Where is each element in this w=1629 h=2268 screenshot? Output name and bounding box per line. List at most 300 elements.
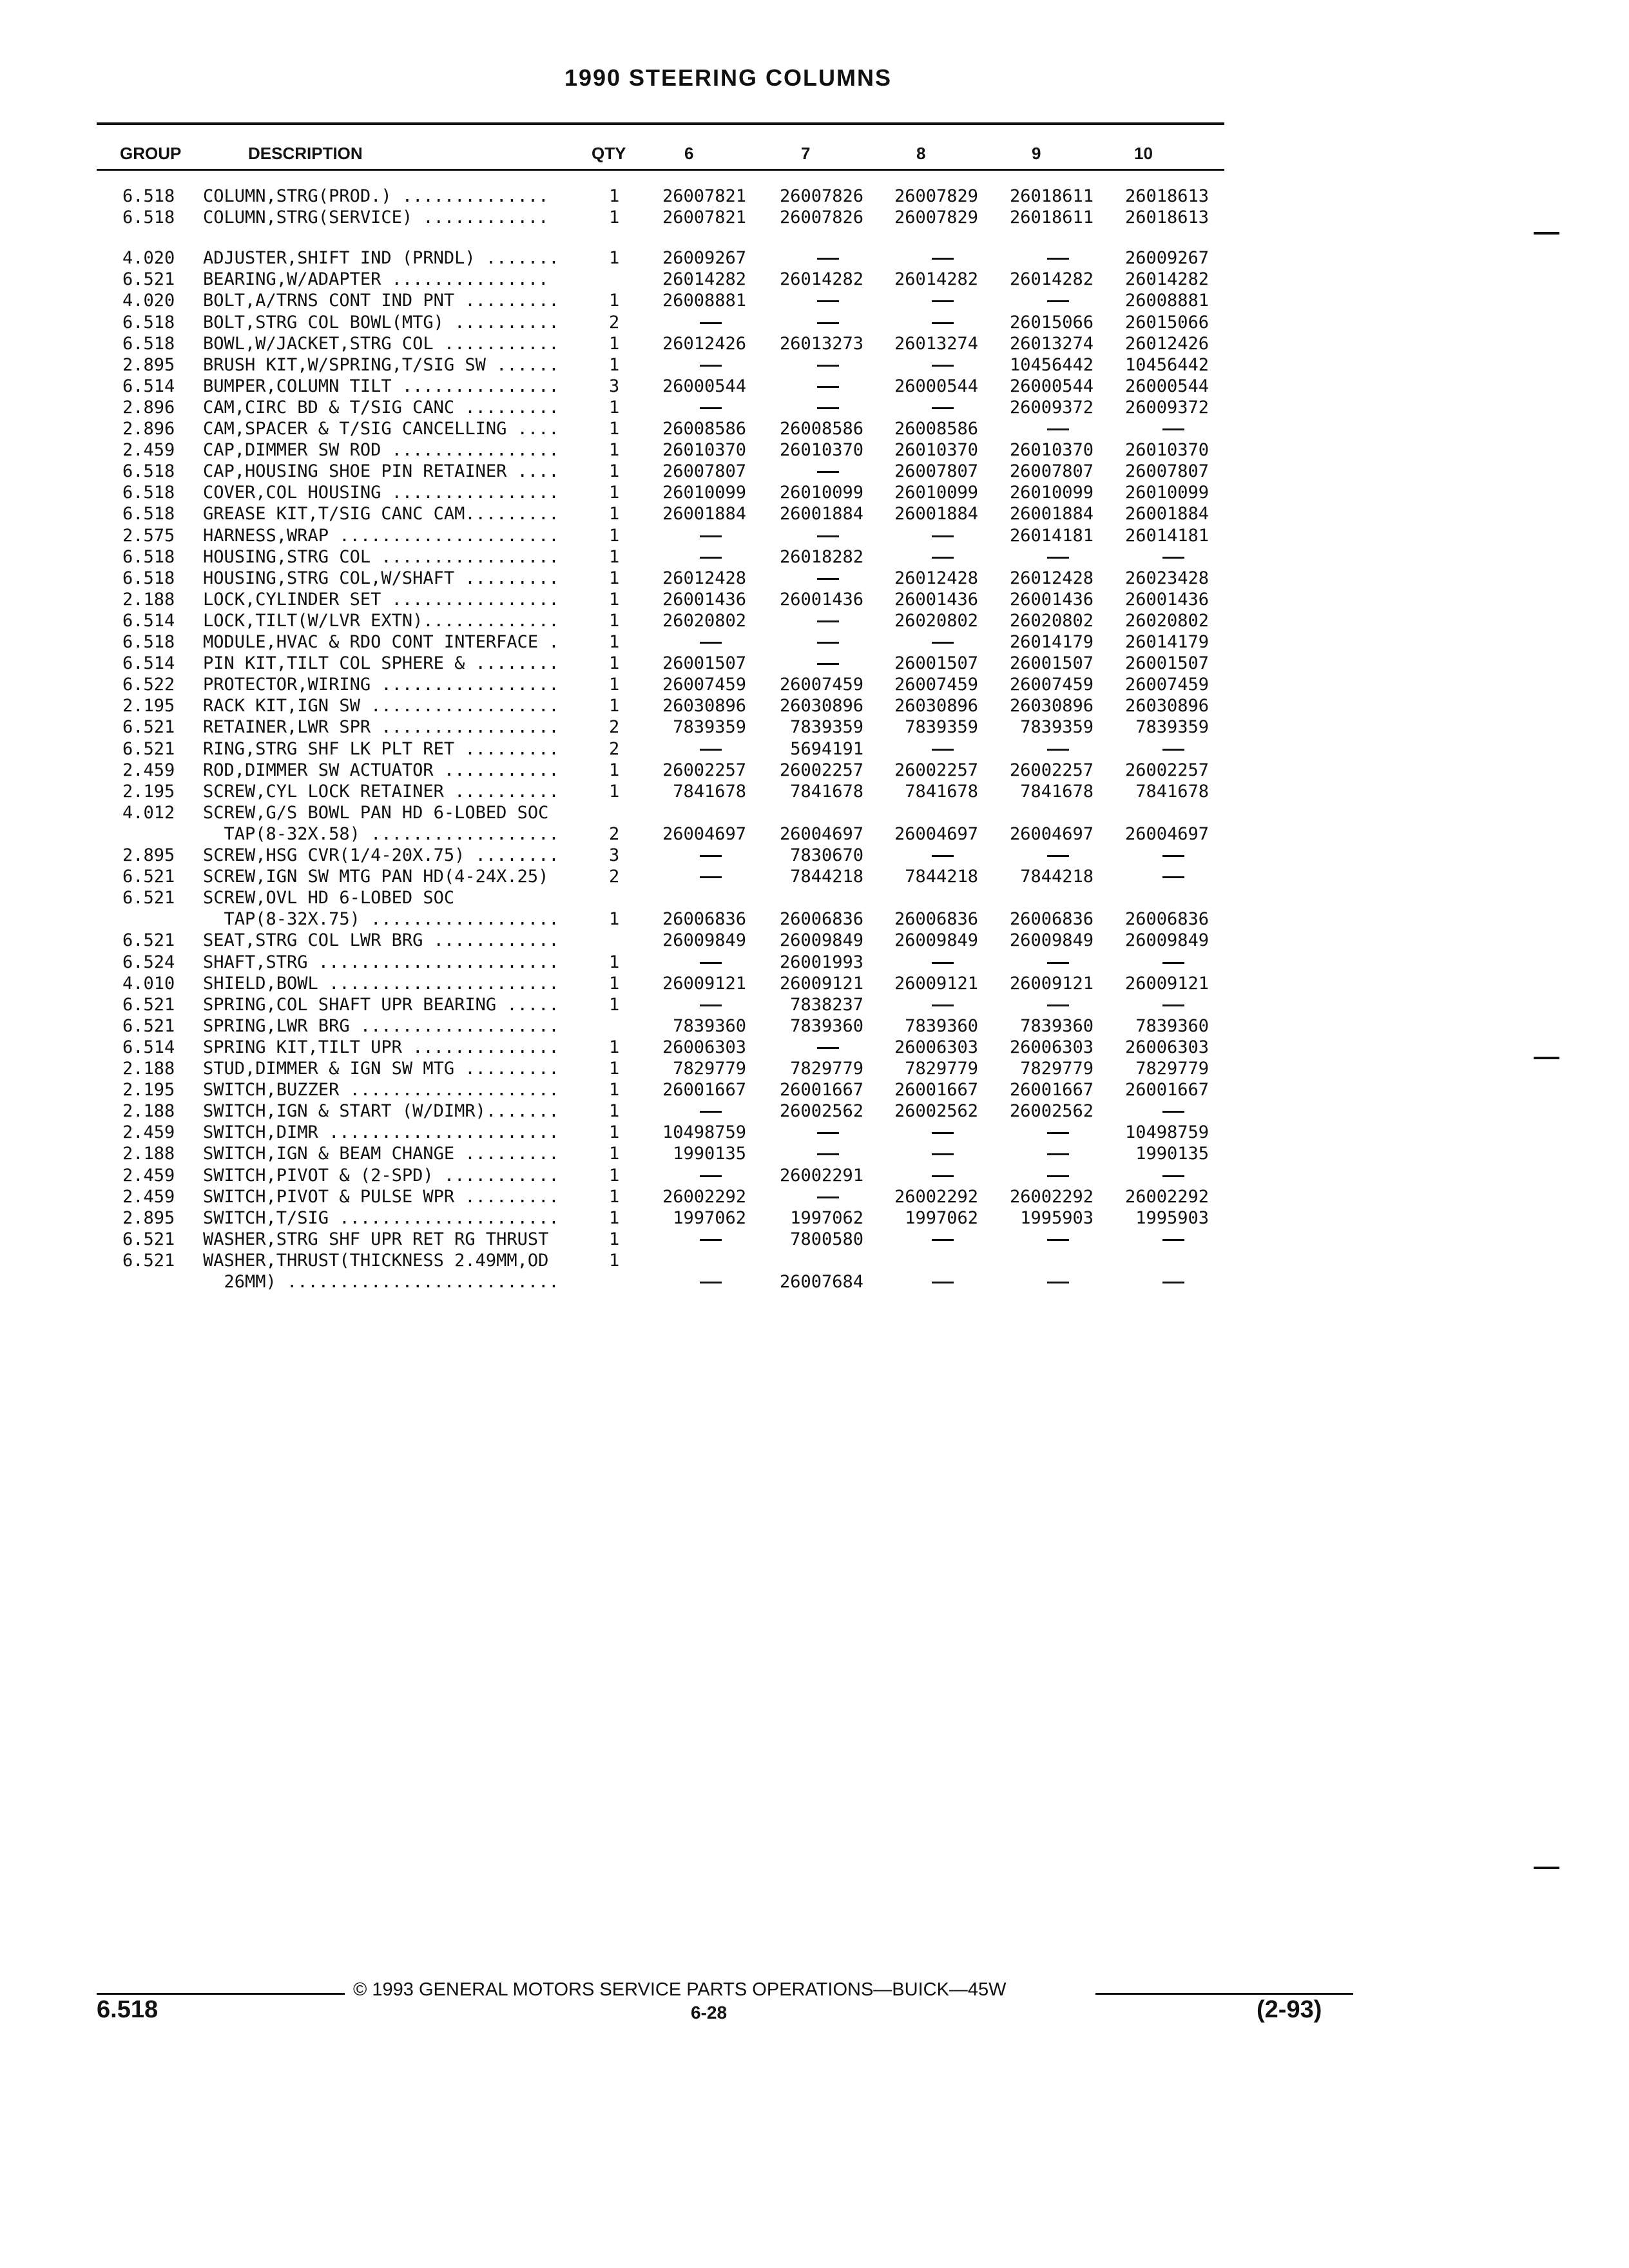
part-description: SWITCH,IGN & BEAM CHANGE ......... xyxy=(203,1144,559,1164)
table-row xyxy=(0,1207,1629,1229)
part-qty: 1 xyxy=(609,1165,620,1186)
not-applicable-dash xyxy=(1162,1111,1184,1113)
table-row xyxy=(0,653,1629,674)
part-number-col-9: 26014181 xyxy=(1009,525,1094,546)
group-code: 2.896 xyxy=(122,397,175,418)
part-number-col-8: 26013274 xyxy=(894,333,978,354)
group-code: 6.521 xyxy=(122,1250,175,1271)
part-number-col-8 xyxy=(862,312,978,333)
part-number-col-8 xyxy=(862,845,978,866)
part-number-col-9: 26009121 xyxy=(1009,973,1094,994)
part-number-col-8: 26001884 xyxy=(894,504,978,524)
part-number-col-6: 26009267 xyxy=(662,248,746,269)
part-number-col-10 xyxy=(1093,1100,1209,1122)
table-row xyxy=(0,1079,1629,1100)
part-number-col-9: 26018611 xyxy=(1009,207,1094,228)
group-code: 4.010 xyxy=(122,973,175,994)
part-number-col-7: 26001667 xyxy=(779,1080,863,1100)
part-number-col-10: 26006303 xyxy=(1124,1037,1209,1057)
not-applicable-dash xyxy=(700,1111,722,1113)
part-description: RETAINER,LWR SPR ................. xyxy=(203,717,559,738)
table-row xyxy=(0,525,1629,546)
part-number-col-10: 26023428 xyxy=(1124,568,1209,588)
group-code: 6.518 xyxy=(122,186,175,206)
part-number-col-7: 26009849 xyxy=(779,930,863,951)
header-col-10: 10 xyxy=(1134,144,1153,163)
part-number-col-6 xyxy=(630,546,746,568)
not-applicable-dash xyxy=(817,407,839,409)
not-applicable-dash xyxy=(1047,1132,1069,1134)
group-code: 6.514 xyxy=(122,1037,175,1057)
part-number-col-8: 26010099 xyxy=(894,483,978,503)
part-number-col-8: 26006836 xyxy=(894,909,978,930)
not-applicable-dash xyxy=(932,1175,954,1177)
table-row xyxy=(0,823,1629,845)
part-number-col-10: 26001884 xyxy=(1124,504,1209,524)
part-qty: 1 xyxy=(609,504,620,524)
not-applicable-dash xyxy=(817,322,839,324)
part-qty: 1 xyxy=(609,1101,620,1122)
part-number-col-9: 7839360 xyxy=(1020,1015,1094,1036)
part-number-col-10: 7839359 xyxy=(1135,717,1209,738)
part-number-col-7 xyxy=(747,1122,863,1143)
not-applicable-dash xyxy=(700,642,722,644)
part-qty: 2 xyxy=(609,312,620,332)
part-number-col-10: 26009849 xyxy=(1124,930,1209,951)
part-number-col-6: 7841678 xyxy=(673,781,746,802)
part-number-col-7: 7830670 xyxy=(790,845,863,865)
part-number-col-6: 26010099 xyxy=(662,483,746,503)
part-qty: 1 xyxy=(609,483,620,503)
group-code: 6.521 xyxy=(122,738,175,759)
part-number-col-9: 26010370 xyxy=(1009,440,1094,461)
not-applicable-dash xyxy=(700,876,722,878)
part-number-col-8: 26007829 xyxy=(894,186,978,206)
part-number-col-8 xyxy=(862,994,978,1015)
table-row xyxy=(0,781,1629,802)
not-applicable-dash xyxy=(1162,749,1184,751)
not-applicable-dash xyxy=(1047,749,1069,751)
group-code: 6.518 xyxy=(122,333,175,354)
part-number-col-10: 26004697 xyxy=(1124,823,1209,844)
not-applicable-dash xyxy=(700,1282,722,1283)
not-applicable-dash xyxy=(1162,1239,1184,1241)
part-number-col-6 xyxy=(630,397,746,418)
part-number-col-9: 26030896 xyxy=(1009,696,1094,716)
part-number-col-10: 1995903 xyxy=(1135,1207,1209,1228)
part-qty: 1 xyxy=(609,354,620,375)
part-qty: 2 xyxy=(609,867,620,887)
part-qty: 1 xyxy=(609,419,620,439)
part-number-col-10: 26012426 xyxy=(1124,333,1209,354)
part-number-col-8: 26007829 xyxy=(894,207,978,228)
part-number-col-9: 26001884 xyxy=(1009,504,1094,524)
part-qty: 3 xyxy=(609,845,620,865)
part-number-col-9: 26006836 xyxy=(1009,909,1094,930)
part-number-col-8: 26010370 xyxy=(894,440,978,461)
not-applicable-dash xyxy=(932,642,954,644)
part-number-col-9: 26007807 xyxy=(1009,461,1094,482)
group-code: 6.518 xyxy=(122,568,175,588)
not-applicable-dash xyxy=(817,300,839,302)
part-number-col-9 xyxy=(978,1122,1094,1143)
part-number-col-8: 26030896 xyxy=(894,696,978,716)
part-number-col-10 xyxy=(1093,418,1209,439)
not-applicable-dash xyxy=(1047,1004,1069,1006)
part-number-col-7 xyxy=(747,397,863,418)
part-number-col-6 xyxy=(630,525,746,546)
part-number-col-8 xyxy=(862,1165,978,1186)
part-number-col-9: 26015066 xyxy=(1009,312,1094,332)
not-applicable-dash xyxy=(817,663,839,665)
part-number-col-6 xyxy=(630,866,746,887)
part-number-col-8: 26001667 xyxy=(894,1080,978,1100)
not-applicable-dash xyxy=(1047,1239,1069,1241)
group-code: 4.020 xyxy=(122,248,175,269)
not-applicable-dash xyxy=(932,407,954,409)
group-code: 6.518 xyxy=(122,483,175,503)
not-applicable-dash xyxy=(817,1196,839,1198)
part-number-col-10 xyxy=(1093,994,1209,1015)
table-row xyxy=(0,269,1629,290)
part-description: TAP(8-32X.58) .................. xyxy=(203,823,559,844)
part-qty: 1 xyxy=(609,909,620,930)
part-qty: 1 xyxy=(609,589,620,610)
part-description: PROTECTOR,WIRING ................. xyxy=(203,675,559,695)
part-number-col-7: 26008586 xyxy=(779,419,863,439)
not-applicable-dash xyxy=(817,1153,839,1155)
part-description: SPRING KIT,TILT UPR .............. xyxy=(203,1037,559,1057)
table-row xyxy=(0,482,1629,503)
table-row xyxy=(0,760,1629,781)
part-number-col-6: 26009849 xyxy=(662,930,746,951)
part-qty: 1 xyxy=(609,653,620,674)
group-code: 6.518 xyxy=(122,504,175,524)
table-row xyxy=(0,397,1629,418)
part-number-col-8: 26009849 xyxy=(894,930,978,951)
not-applicable-dash xyxy=(1047,1282,1069,1283)
group-code: 2.188 xyxy=(122,1101,175,1122)
part-number-col-7 xyxy=(747,568,863,589)
footer-rule-right xyxy=(1095,1993,1353,1995)
part-number-col-8: 7839360 xyxy=(905,1015,978,1036)
not-applicable-dash xyxy=(932,258,954,260)
table-row xyxy=(0,1229,1629,1250)
not-applicable-dash xyxy=(700,365,722,367)
part-number-col-7: 7844218 xyxy=(790,867,863,887)
part-number-col-6 xyxy=(630,312,746,333)
part-number-col-8: 26007459 xyxy=(894,675,978,695)
group-code: 2.195 xyxy=(122,1080,175,1100)
part-description: BUMPER,COLUMN TILT ............... xyxy=(203,376,559,396)
not-applicable-dash xyxy=(932,962,954,964)
part-description: HOUSING,STRG COL ................. xyxy=(203,546,559,567)
scan-mark xyxy=(1534,232,1559,235)
group-code: 2.459 xyxy=(122,440,175,461)
part-number-col-7 xyxy=(747,1143,863,1164)
part-description: SPRING,COL SHAFT UPR BEARING ..... xyxy=(203,994,559,1015)
part-number-col-10: 26007459 xyxy=(1124,675,1209,695)
group-code: 2.195 xyxy=(122,696,175,716)
part-number-col-10 xyxy=(1093,1271,1209,1293)
group-code: 6.518 xyxy=(122,207,175,228)
part-qty: 1 xyxy=(609,461,620,482)
table-row xyxy=(0,207,1629,228)
table-row xyxy=(0,973,1629,994)
table-row xyxy=(0,631,1629,653)
part-number-col-7: 7838237 xyxy=(790,994,863,1015)
part-description: SCREW,OVL HD 6-LOBED SOC xyxy=(203,888,455,908)
not-applicable-dash xyxy=(932,322,954,324)
part-description: BOWL,W/JACKET,STRG COL ........... xyxy=(203,333,559,354)
group-code: 6.521 xyxy=(122,867,175,887)
group-code: 2.459 xyxy=(122,760,175,780)
table-row xyxy=(0,952,1629,973)
not-applicable-dash xyxy=(1162,1175,1184,1177)
part-number-col-8: 26006303 xyxy=(894,1037,978,1057)
table-row xyxy=(0,589,1629,610)
part-qty: 1 xyxy=(609,1144,620,1164)
part-number-col-7: 26010370 xyxy=(779,440,863,461)
group-code: 2.896 xyxy=(122,419,175,439)
group-code: 6.514 xyxy=(122,376,175,396)
part-number-col-7: 1997062 xyxy=(790,1207,863,1228)
part-number-col-7: 7839359 xyxy=(790,717,863,738)
part-number-col-6: 1997062 xyxy=(673,1207,746,1228)
part-number-col-8: 7841678 xyxy=(905,781,978,802)
part-description: COLUMN,STRG(PROD.) .............. xyxy=(203,186,549,206)
part-number-col-8: 26002292 xyxy=(894,1186,978,1207)
not-applicable-dash xyxy=(1047,428,1069,430)
part-qty: 2 xyxy=(609,738,620,759)
part-description: SCREW,CYL LOCK RETAINER .......... xyxy=(203,781,559,802)
part-number-col-6 xyxy=(630,994,746,1015)
part-number-col-6: 26006303 xyxy=(662,1037,746,1057)
part-number-col-7: 7800580 xyxy=(790,1229,863,1249)
part-number-col-8: 1997062 xyxy=(905,1207,978,1228)
part-number-col-6 xyxy=(630,1165,746,1186)
part-qty: 1 xyxy=(609,1059,620,1079)
part-number-col-6 xyxy=(630,738,746,760)
part-number-col-7 xyxy=(747,1037,863,1058)
not-applicable-dash xyxy=(817,471,839,473)
part-qty: 1 xyxy=(609,397,620,418)
part-qty: 1 xyxy=(609,568,620,588)
group-code: 2.188 xyxy=(122,1059,175,1079)
part-number-col-10: 26018613 xyxy=(1124,207,1209,228)
part-number-col-9 xyxy=(978,952,1094,973)
part-description: HOUSING,STRG COL,W/SHAFT ......... xyxy=(203,568,559,588)
part-number-col-6: 26007807 xyxy=(662,461,746,482)
part-number-col-7: 26009121 xyxy=(779,973,863,994)
footer-group-number: 6.518 xyxy=(97,1996,159,2023)
part-description: PIN KIT,TILT COL SPHERE & ........ xyxy=(203,653,559,674)
part-number-col-10: 7829779 xyxy=(1135,1059,1209,1079)
part-number-col-8 xyxy=(862,1122,978,1143)
part-description: SHAFT,STRG ....................... xyxy=(203,952,559,972)
table-row xyxy=(0,354,1629,376)
table-row xyxy=(0,1165,1629,1186)
part-number-col-9: 26002257 xyxy=(1009,760,1094,780)
not-applicable-dash xyxy=(1162,557,1184,559)
table-row xyxy=(0,186,1629,207)
part-qty: 1 xyxy=(609,291,620,311)
part-description: BOLT,STRG COL BOWL(MTG) .......... xyxy=(203,312,559,332)
part-number-col-7: 26007684 xyxy=(779,1272,863,1292)
not-applicable-dash xyxy=(817,1047,839,1049)
table-row xyxy=(0,866,1629,887)
part-number-col-10: 26001667 xyxy=(1124,1080,1209,1100)
scan-mark xyxy=(1534,1057,1559,1059)
part-number-col-8: 26008586 xyxy=(894,419,978,439)
part-number-col-9: 7829779 xyxy=(1020,1059,1094,1079)
part-qty: 2 xyxy=(609,717,620,738)
footer-page-number: 6-28 xyxy=(691,2003,728,2023)
part-qty: 1 xyxy=(609,207,620,228)
part-number-col-6: 26010370 xyxy=(662,440,746,461)
not-applicable-dash xyxy=(932,535,954,537)
part-description: WASHER,THRUST(THICKNESS 2.49MM,OD xyxy=(203,1250,549,1271)
not-applicable-dash xyxy=(1047,1175,1069,1177)
part-number-col-7 xyxy=(747,461,863,482)
not-applicable-dash xyxy=(700,1004,722,1006)
table-row xyxy=(0,247,1629,269)
part-description: BOLT,A/TRNS CONT IND PNT ......... xyxy=(203,291,559,311)
part-number-col-8: 26001507 xyxy=(894,653,978,674)
part-number-col-8: 26002562 xyxy=(894,1101,978,1122)
part-number-col-8 xyxy=(862,952,978,973)
group-code: 4.012 xyxy=(122,802,175,823)
header-col-8: 8 xyxy=(916,144,926,163)
part-number-col-9: 26006303 xyxy=(1009,1037,1094,1057)
part-number-col-6: 26000544 xyxy=(662,376,746,396)
part-number-col-10: 26006836 xyxy=(1124,909,1209,930)
part-description: SCREW,IGN SW MTG PAN HD(4-24X.25) xyxy=(203,867,549,887)
group-code: 4.020 xyxy=(122,291,175,311)
group-code: 6.518 xyxy=(122,632,175,652)
part-number-col-7 xyxy=(747,354,863,376)
group-code: 6.521 xyxy=(122,1015,175,1036)
part-description: SEAT,STRG COL LWR BRG ............ xyxy=(203,930,559,951)
part-qty: 1 xyxy=(609,1122,620,1143)
header-qty: QTY xyxy=(592,144,626,163)
part-number-col-10: 26030896 xyxy=(1124,696,1209,716)
not-applicable-dash xyxy=(932,1132,954,1134)
part-number-col-7: 26002257 xyxy=(779,760,863,780)
part-number-col-6: 26001667 xyxy=(662,1080,746,1100)
part-number-col-8 xyxy=(862,738,978,760)
part-number-col-6: 26012426 xyxy=(662,333,746,354)
part-description: RING,STRG SHF LK PLT RET ......... xyxy=(203,738,559,759)
part-number-col-6: 1990135 xyxy=(673,1144,746,1164)
not-applicable-dash xyxy=(700,407,722,409)
part-description: COLUMN,STRG(SERVICE) ............ xyxy=(203,207,549,228)
part-description: COVER,COL HOUSING ................ xyxy=(203,483,559,503)
group-code: 2.459 xyxy=(122,1186,175,1207)
table-row xyxy=(0,1186,1629,1207)
part-number-col-7 xyxy=(747,376,863,397)
part-number-col-10: 1990135 xyxy=(1135,1144,1209,1164)
not-applicable-dash xyxy=(1162,1282,1184,1283)
part-number-col-7: 26007826 xyxy=(779,207,863,228)
part-qty: 3 xyxy=(609,376,620,396)
part-number-col-6: 7839359 xyxy=(673,717,746,738)
group-code: 2.895 xyxy=(122,845,175,865)
part-number-col-10: 26001507 xyxy=(1124,653,1209,674)
part-number-col-9: 26002562 xyxy=(1009,1101,1094,1122)
table-row xyxy=(0,1143,1629,1164)
part-number-col-6: 26007459 xyxy=(662,675,746,695)
part-number-col-8 xyxy=(862,546,978,568)
part-number-col-9 xyxy=(978,994,1094,1015)
group-code: 6.518 xyxy=(122,461,175,482)
part-number-col-7 xyxy=(747,525,863,546)
not-applicable-dash xyxy=(817,578,839,580)
part-number-col-7: 7829779 xyxy=(790,1059,863,1079)
part-number-col-6 xyxy=(630,1229,746,1250)
group-code: 2.188 xyxy=(122,1144,175,1164)
part-number-col-10: 26009267 xyxy=(1124,248,1209,269)
header-col-9: 9 xyxy=(1032,144,1041,163)
part-number-col-6: 26012428 xyxy=(662,568,746,588)
part-number-col-9 xyxy=(978,1165,1094,1186)
part-qty: 1 xyxy=(609,632,620,652)
part-number-col-10: 10456442 xyxy=(1124,354,1209,375)
part-number-col-7: 26002291 xyxy=(779,1165,863,1186)
table-row xyxy=(0,1250,1629,1271)
part-qty: 1 xyxy=(609,952,620,972)
part-qty: 1 xyxy=(609,696,620,716)
table-row xyxy=(0,845,1629,866)
part-number-col-9 xyxy=(978,845,1094,866)
table-row xyxy=(0,503,1629,524)
part-number-col-7: 26001884 xyxy=(779,504,863,524)
part-number-col-10: 26014181 xyxy=(1124,525,1209,546)
part-qty: 1 xyxy=(609,1037,620,1057)
part-qty: 1 xyxy=(609,186,620,206)
part-number-col-9: 26013274 xyxy=(1009,333,1094,354)
part-number-col-6: 7839360 xyxy=(673,1015,746,1036)
not-applicable-dash xyxy=(932,300,954,302)
group-code: 2.895 xyxy=(122,1207,175,1228)
part-description: CAM,SPACER & T/SIG CANCELLING .... xyxy=(203,419,559,439)
group-code: 6.521 xyxy=(122,994,175,1015)
part-number-col-6: 26008586 xyxy=(662,419,746,439)
not-applicable-dash xyxy=(1162,1004,1184,1006)
group-code: 6.518 xyxy=(122,312,175,332)
part-number-col-6 xyxy=(630,845,746,866)
part-number-col-10: 26000544 xyxy=(1124,376,1209,396)
header-group: GROUP xyxy=(120,144,182,163)
part-number-col-10: 26007807 xyxy=(1124,461,1209,482)
group-code: 6.514 xyxy=(122,610,175,631)
table-row xyxy=(0,930,1629,951)
part-number-col-9 xyxy=(978,1143,1094,1164)
part-number-col-10 xyxy=(1093,952,1209,973)
not-applicable-dash xyxy=(932,855,954,857)
part-number-col-10 xyxy=(1093,866,1209,887)
table-row xyxy=(0,1100,1629,1122)
part-number-col-10 xyxy=(1093,845,1209,866)
part-number-col-10 xyxy=(1093,546,1209,568)
part-qty: 1 xyxy=(609,1186,620,1207)
part-number-col-9: 26009849 xyxy=(1009,930,1094,951)
part-number-col-10: 26009372 xyxy=(1124,397,1209,418)
not-applicable-dash xyxy=(817,620,839,622)
table-row xyxy=(0,994,1629,1015)
part-qty: 1 xyxy=(609,1250,620,1271)
part-number-col-10: 7841678 xyxy=(1135,781,1209,802)
